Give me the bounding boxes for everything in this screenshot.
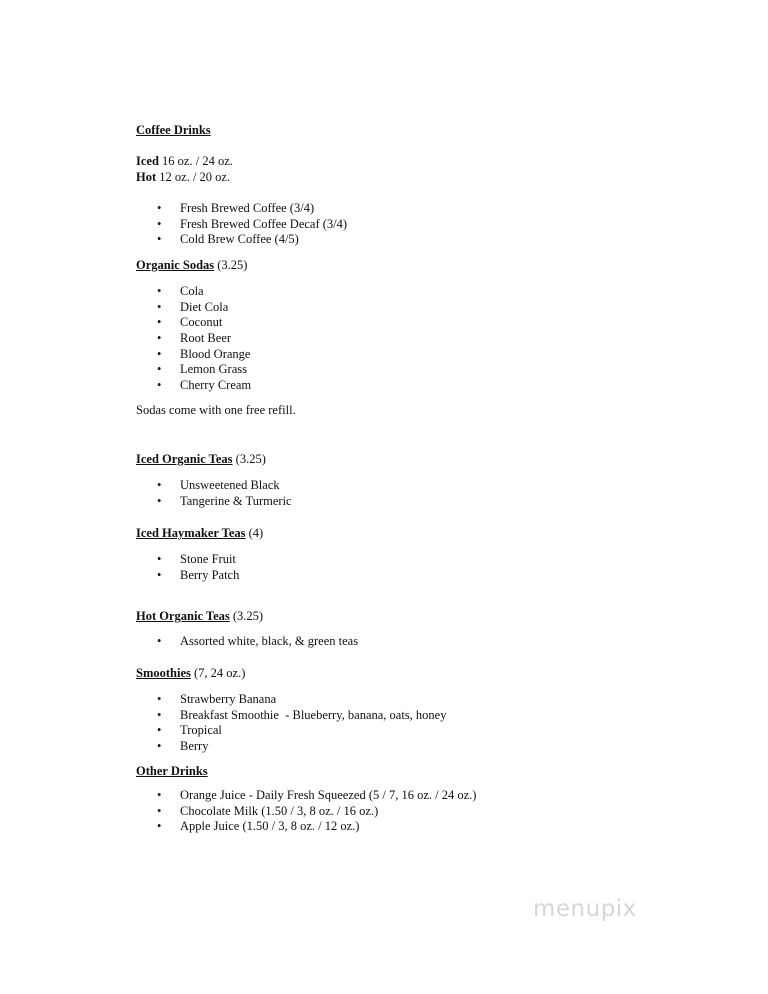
item-text: Tropical (180, 723, 222, 738)
section-heading-other (136, 763, 208, 779)
item-text: Berry Patch (180, 567, 240, 582)
size-value: 16 oz. / 24 oz. (162, 154, 233, 168)
item-text: Lemon Grass (180, 362, 247, 377)
bullet: • (157, 803, 162, 818)
bullet: • (157, 216, 162, 231)
section-heading-coffee (136, 122, 211, 138)
section-title: Coffee Drinks (136, 123, 211, 137)
section-heading-haymaker (136, 525, 263, 541)
section-title: Iced Organic Teas (136, 452, 233, 466)
bullet: • (157, 362, 162, 377)
item-text: Apple Juice (1.50 / 3, 8 oz. / 12 oz.) (180, 819, 360, 834)
bullet: • (157, 567, 162, 582)
section-title: Iced Haymaker Teas (136, 526, 246, 540)
item-text: Coconut (180, 315, 223, 330)
bullet: • (157, 284, 162, 298)
section-price: (4) (248, 526, 264, 540)
item-text: Orange Juice - Daily Fresh Squeezed (5 / 7, 16 oz. / 24 oz.) (180, 788, 477, 802)
bullet: • (157, 692, 162, 706)
section-heading-hot-teas (136, 608, 263, 624)
bullet: • (157, 723, 162, 738)
section-price: (7, 24 oz.) (194, 666, 246, 680)
section-price: (3.25) (232, 609, 264, 623)
item-text: Chocolate Milk (1.50 / 3, 8 oz. / 16 oz.) (180, 803, 379, 818)
section-title: Smoothies (136, 666, 191, 680)
section-heading-sodas (136, 257, 247, 273)
bullet: • (157, 346, 162, 361)
size-line-iced (136, 153, 233, 169)
item-text: Cold Brew Coffee (4/5) (180, 232, 299, 247)
menupix-watermark: menupix (533, 896, 637, 922)
bullet: • (157, 552, 162, 566)
section-title: Other Drinks (136, 764, 208, 778)
size-label: Hot (136, 170, 157, 184)
bullet: • (157, 788, 162, 802)
item-text: Tangerine & Turmeric (180, 493, 292, 508)
bullet: • (157, 493, 162, 508)
item-text: Fresh Brewed Coffee (3/4) (180, 201, 315, 215)
section-title: Hot Organic Teas (136, 609, 230, 623)
item-text: Cherry Cream (180, 378, 252, 393)
bullet: • (157, 819, 162, 834)
item-text: Stone Fruit (180, 552, 236, 566)
section-price: (3.25) (217, 258, 248, 272)
section-heading-smoothies (136, 665, 245, 681)
bullet: • (157, 478, 162, 492)
section-title: Organic Sodas (136, 258, 215, 272)
item-text: Strawberry Banana (180, 692, 277, 706)
item-text: Assorted white, black, & green teas (180, 634, 359, 648)
section-heading-iced-teas (136, 451, 266, 467)
item-text: Breakfast Smoothie - Blueberry, banana, oats, honey (180, 707, 447, 722)
item-text: Berry (180, 739, 209, 754)
item-text: Fresh Brewed Coffee Decaf (3/4) (180, 216, 348, 231)
item-text: Root Beer (180, 331, 232, 346)
item-text: Blood Orange (180, 346, 251, 361)
bullet: • (157, 634, 162, 648)
bullet: • (157, 315, 162, 330)
bullet: • (157, 707, 162, 722)
item-text: Diet Cola (180, 299, 229, 314)
item-text: Unsweetened Black (180, 478, 280, 492)
bullet: • (157, 331, 162, 346)
size-line-hot (136, 169, 230, 185)
bullet: • (157, 378, 162, 393)
bullet: • (157, 201, 162, 215)
sodas-note: Sodas come with one free refill. (136, 403, 296, 417)
size-label: Iced (136, 154, 159, 168)
item-text: Cola (180, 284, 204, 298)
bullet: • (157, 299, 162, 314)
size-value: 12 oz. / 20 oz. (159, 170, 231, 184)
section-price: (3.25) (235, 452, 266, 466)
bullet: • (157, 232, 162, 247)
bullet: • (157, 739, 162, 754)
